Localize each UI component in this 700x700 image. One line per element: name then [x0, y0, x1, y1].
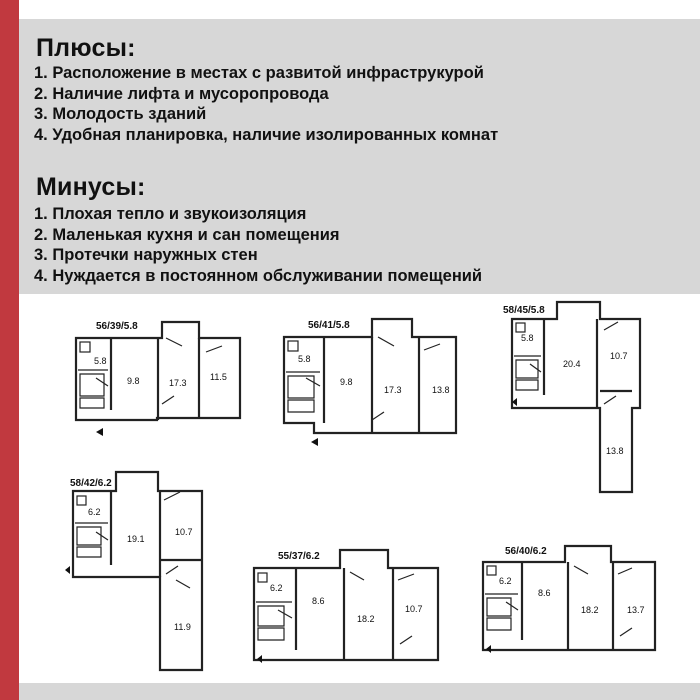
pros-title: Плюсы: [36, 34, 136, 62]
list-item: 4. Нуждается в постоянном обслуживании помещений [34, 266, 483, 285]
room-area: 18.2 [581, 605, 599, 615]
room-area: 13.8 [606, 446, 624, 456]
plan-label: 56/41/5.8 [308, 320, 350, 331]
list-item: 3. Протечки наружных стен [34, 246, 258, 264]
list-item: 2. Маленькая кухня и сан помещения [34, 225, 340, 244]
room-area: 5.8 [298, 354, 311, 364]
floor-plan-3 [503, 302, 640, 492]
room-area: 5.8 [94, 356, 107, 366]
plan-label: 58/42/6.2 [70, 478, 112, 489]
plan-label: 55/37/6.2 [278, 551, 320, 562]
room-area: 6.2 [270, 583, 283, 593]
floor-plan-2 [284, 319, 456, 446]
room-area: 8.6 [538, 588, 551, 598]
room-area: 8.6 [312, 596, 325, 606]
room-area: 19.1 [127, 534, 145, 544]
plan-label: 56/40/6.2 [505, 546, 547, 557]
floor-plan-1 [76, 321, 240, 436]
room-area: 9.8 [340, 377, 353, 387]
room-area: 11.5 [210, 372, 227, 382]
room-area: 20.4 [563, 359, 581, 369]
room-area: 13.8 [432, 385, 450, 395]
room-area: 17.3 [169, 378, 187, 388]
room-area: 11.9 [174, 622, 191, 632]
plan-label: 58/45/5.8 [503, 305, 545, 316]
room-area: 5.8 [521, 333, 534, 343]
room-area: 9.8 [127, 376, 140, 386]
floor-plan-4 [65, 472, 202, 670]
list-item: 1. Расположение в местах с развитой инфраструкурой [34, 64, 484, 82]
list-item: 4. Удобная планировка, наличие изолированных комнат [34, 125, 499, 144]
plan-label: 56/39/5.8 [96, 321, 138, 332]
list-item: 2. Наличие лифта и мусоропровода [34, 84, 329, 103]
room-area: 13.7 [627, 605, 645, 615]
room-area: 10.7 [610, 351, 628, 361]
room-area: 6.2 [499, 576, 512, 586]
room-area: 6.2 [88, 507, 101, 517]
room-area: 10.7 [405, 604, 423, 614]
cons-title: Минусы: [36, 173, 146, 201]
list-item: 3. Молодость зданий [34, 105, 207, 123]
floor-plan-6 [483, 546, 655, 653]
floor-plan-5 [254, 550, 438, 663]
room-area: 18.2 [357, 614, 375, 624]
list-item: 1. Плохая тепло и звукоизоляция [34, 205, 307, 223]
room-area: 10.7 [175, 527, 193, 537]
room-area: 17.3 [384, 385, 402, 395]
